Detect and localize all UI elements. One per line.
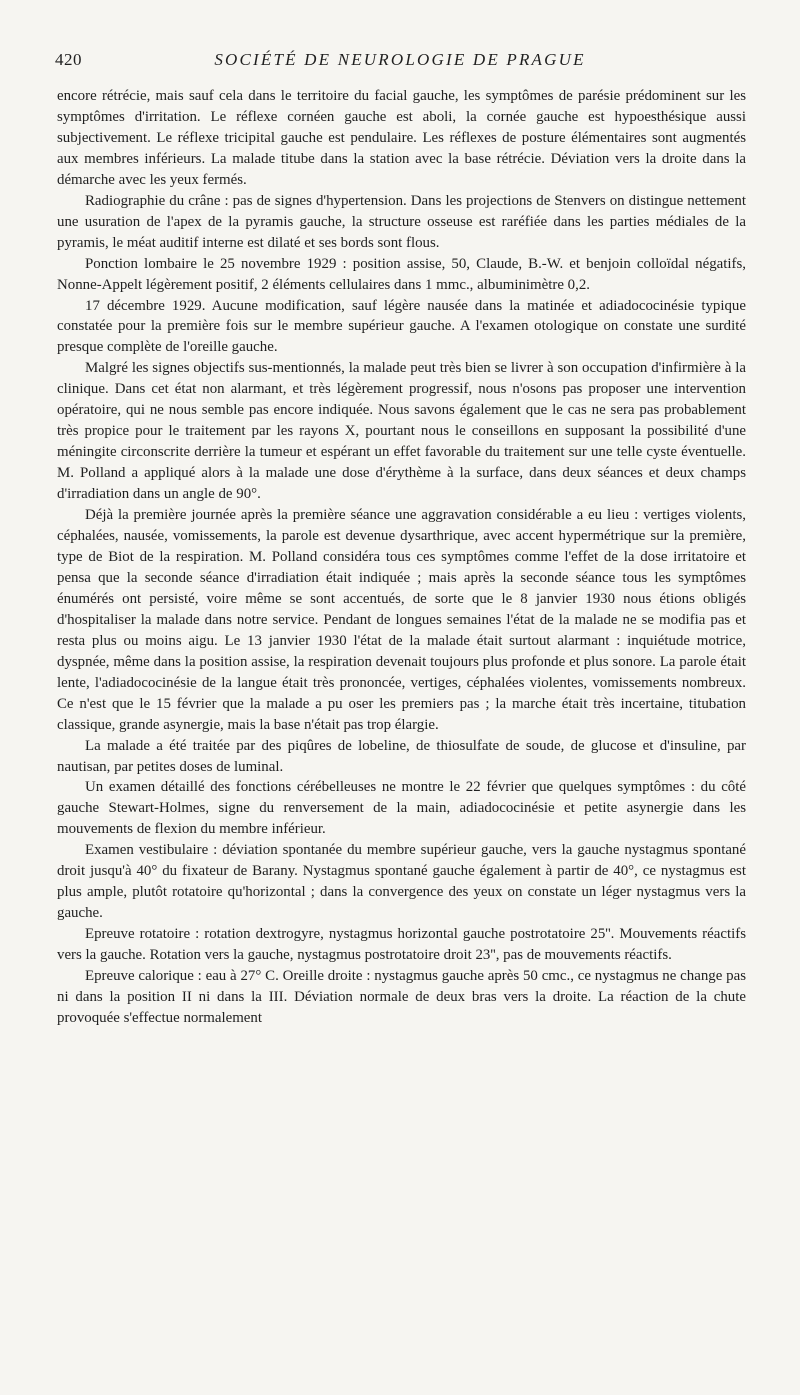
paragraph: 17 décembre 1929. Aucune modification, sauf légère nausée dans la matinée et adiadococinésie typique constatée pour la première fois sur le membre supérieur gauche. A l'examen otologique on constate une surdité presque complète de l'oreille gauche. [57, 297, 746, 356]
page-number: 420 [55, 50, 82, 69]
body-text [57, 86, 746, 1029]
page-header [55, 50, 745, 74]
paragraph: Examen vestibulaire : déviation spontanée du membre supérieur gauche, vers la gauche nystagmus spontané droit jusqu'à 40° du fixateur de Barany. Nystagmus spontané gauche également à partir de 40°, ce nystagmus est plus ample, plutôt rotatoire qu'horizontal ; dans la convergence des yeux on constate un léger nystagmus vers la gauche. [57, 842, 746, 922]
paragraph: encore rétrécie, mais sauf cela dans le territoire du facial gauche, les symptômes de parésie prédominent sur les symptômes d'irritation. Le réflexe cornéen gauche est aboli, la cornée gauche est hypoesthésique aussi subjectivement. Le réflexe tricipital gauche est pendulaire. Les réflexes de posture élémentaires sont augmentés aux membres inférieurs. La malade titube dans la station avec la base rétrécie. Déviation vers la droite dans la démarche avec les yeux fermés. [57, 88, 746, 188]
paragraph: Un examen détaillé des fonctions cérébelleuses ne montre le 22 février que quelques symptômes : du côté gauche Stewart-Holmes, signe du renversement de la main, adiadococinésie et petite asynergie dans les mouvements de flexion du membre inférieur. [57, 779, 746, 838]
paragraph: Ponction lombaire le 25 novembre 1929 : position assise, 50, Claude, B.-W. et benjoin colloïdal négatifs, Nonne-Appelt légèrement positif, 2 éléments cellulaires dans 1 mmc., albuminimètre 0,2. [57, 255, 746, 293]
paragraph: Radiographie du crâne : pas de signes d'hypertension. Dans les projections de Stenvers on distingue nettement une usuration de l'apex de la pyramis gauche, la structure osseuse est raréfiée dans les parties médiales de la pyramis, le méat auditif interne est dilaté et ses bords sont flous. [57, 192, 746, 251]
paragraph: Déjà la première journée après la première séance une aggravation considérable a eu lieu : vertiges violents, céphalées, nausée, vomissements, la parole est devenue dysarthrique, avec accent hypermétrique sur la première, type de Biot de la respiration. M. Polland considéra tous ces symptômes comme l'effet de la dose irritatoire et pensa que la seconde séance d'irradiation était indiquée ; mais après la seconde séance tous les symptômes énumérés ont persisté, voire même se sont accentués, de sorte que le 8 janvier 1930 nous étions obligés d'hospitaliser la malade dans notre service. Pendant de longues semaines l'état de la malade ne se modifia pas et resta plus ou moins aigu. Le 13 janvier 1930 l'état de la malade était surtout alarmant : inquiétude motrice, dyspnée, même dans la position assise, la respiration devenait toujours plus profonde et plus sonore. La parole était lente, l'adiadococinésie de la langue était très prononcée, vertiges, céphalées violentes, vomissements nombreux. Ce n'est que le 15 février que la malade a pu oser les premiers pas ; la marche était très incertaine, titubation classique, grande asynergie, mais la base n'était pas trop élargie. [57, 507, 746, 733]
paragraph: Epreuve rotatoire : rotation dextrogyre, nystagmus horizontal gauche postrotatoire 25''. Mouvements réactifs vers la gauche. Rotation vers la gauche, nystagmus postrotatoire droit 23'', pas de mouvements réactifs. [57, 926, 746, 964]
paragraph: Malgré les signes objectifs sus-mentionnés, la malade peut très bien se livrer à son occupation d'infirmière à la clinique. Dans cet état non alarmant, et très légèrement progressif, nous n'osons pas proposer une intervention opératoire, qui ne nous semble pas encore indiquée. Nous savons également que le cas ne sera pas probablement très propice pour le traitement par les rayons X, pourtant nous le conseillons en supposant la possibilité d'une méningite circonscrite derrière la tumeur et espérant un effet favorable du traitement sur une telle cyste éventuelle. M. Polland a appliqué alors à la malade une dose d'érythème à la surface, dans deux séances et deux champs d'irradiation dans un angle de 90°. [57, 360, 746, 503]
running-title: SOCIÉTÉ DE NEUROLOGIE DE PRAGUE [214, 50, 586, 69]
paragraph: La malade a été traitée par des piqûres de lobeline, de thiosulfate de soude, de glucose et d'insuline, par nautisan, par petites doses de luminal. [57, 737, 746, 775]
paragraph: Epreuve calorique : eau à 27° C. Oreille droite : nystagmus gauche après 50 cmc., ce nystagmus ne change pas ni dans la position II ni dans la III. Déviation normale de deux bras vers la droite. La réaction de la chute provoquée s'effectue normalement [57, 968, 746, 1026]
